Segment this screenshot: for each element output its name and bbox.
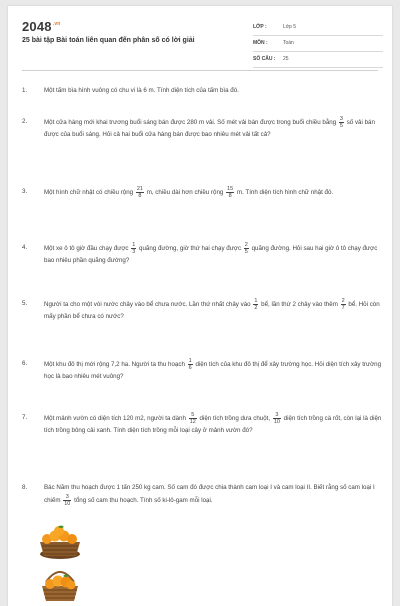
meta-label: LỚP : bbox=[253, 24, 267, 30]
fraction bbox=[131, 242, 136, 255]
meta-row-class bbox=[253, 20, 383, 36]
fraction bbox=[339, 116, 344, 129]
question-text bbox=[44, 298, 382, 323]
meta-label: SỐ CÂU : bbox=[253, 56, 276, 62]
fraction-numerator: 1 bbox=[254, 298, 258, 304]
header-divider bbox=[22, 70, 378, 71]
question-text-part: Bác Năm thu hoạch được 1 tấn 250 kg cam. Số cam đó được chia thành cam loại I và cam loại II. Biết rằng số cam loại I chiếm bbox=[44, 484, 375, 505]
fraction-denominator: 6 bbox=[188, 365, 192, 371]
meta-panel bbox=[253, 20, 383, 68]
question-text bbox=[44, 242, 382, 267]
question-number: 4. bbox=[22, 244, 28, 251]
question-number: 6. bbox=[22, 360, 28, 367]
fraction-denominator: 7 bbox=[341, 305, 345, 311]
orange-basket-image bbox=[38, 568, 82, 604]
fraction-numerator: 3 bbox=[339, 116, 343, 122]
meta-value: 25 bbox=[283, 56, 289, 62]
fraction-numerator: 3 bbox=[63, 494, 71, 501]
question-number: 7. bbox=[22, 414, 28, 421]
question-number: 3. bbox=[22, 188, 28, 195]
fraction bbox=[226, 186, 234, 199]
question-text bbox=[44, 85, 382, 97]
fraction-numerator: 15 bbox=[227, 186, 234, 192]
fraction-denominator: 8 bbox=[138, 193, 142, 199]
question-text-part: Một hình chữ nhật có chiều rộng bbox=[44, 189, 134, 197]
fraction-numerator: 1 bbox=[132, 242, 136, 248]
question-number: 8. bbox=[22, 484, 28, 491]
fraction-numerator: 5 bbox=[189, 412, 197, 419]
orange-basket-image bbox=[38, 524, 82, 560]
meta-value: Lớp 5 bbox=[283, 24, 297, 30]
fraction-denominator: 10 bbox=[273, 419, 280, 425]
fraction bbox=[273, 412, 281, 425]
question-text-part: Người ta cho một vòi nước chảy vào bể chưa nước. Lần thứ nhất chảy vào bbox=[44, 301, 251, 309]
question-text-part: diện tích trồng cà rốt, còn lại là diện tích trồng bông cải xanh. Tính diện tích trồng mỗi loại cây ở mảnh vườn đó? bbox=[44, 415, 382, 435]
fraction-numerator: 21 bbox=[136, 186, 143, 192]
fraction bbox=[189, 412, 197, 425]
question-text-part: Một cửa hàng mới khai trương buổi sáng bán được 280 m vải. Số mét vải bán được trong buổi chiều bằng bbox=[44, 119, 337, 127]
fraction bbox=[136, 186, 144, 199]
question-text-part: m, chiều dài hơn chiều rộng bbox=[146, 189, 224, 197]
meta-label: MÔN : bbox=[253, 40, 268, 46]
question-text-part: Một mảnh vườn có diện tích 120 m2, người ta dành bbox=[44, 415, 186, 423]
question-text-part: tổng số cam thu hoạch. Tính số ki-lô-gam mỗi loại. bbox=[74, 497, 213, 505]
question-number: 5. bbox=[22, 300, 28, 307]
brand-suffix: .vn bbox=[52, 21, 61, 27]
fraction-numerator: 2 bbox=[341, 298, 345, 304]
question-text bbox=[44, 116, 382, 141]
fraction-denominator: 8 bbox=[228, 193, 232, 199]
fraction bbox=[188, 358, 193, 371]
fraction-numerator: 2 bbox=[244, 242, 248, 248]
fraction bbox=[244, 242, 249, 255]
fraction bbox=[63, 494, 71, 507]
fraction-denominator: 10 bbox=[64, 501, 71, 507]
question-text-part: quãng đường, giờ thứ hai chạy được bbox=[139, 245, 242, 253]
page-title: 25 bài tập Bài toán liên quan đến phân số có lời giải bbox=[22, 37, 195, 44]
question-text bbox=[44, 358, 382, 383]
fraction bbox=[341, 298, 346, 311]
fraction-numerator: 3 bbox=[273, 412, 281, 419]
question-text-part: m. Tính diện tích hình chữ nhật đó. bbox=[236, 189, 334, 197]
question-text-part: bể. Hỏi còn mấy phần bể chưa có nước? bbox=[44, 301, 380, 321]
question-text-part: Một xe ô tô giờ đầu chạy được bbox=[44, 245, 129, 253]
fraction-denominator: 12 bbox=[189, 419, 196, 425]
worksheet-page bbox=[8, 6, 392, 606]
question-number: 1. bbox=[22, 87, 28, 94]
meta-row-count bbox=[253, 52, 383, 68]
question-text-part: diện tích trồng dưa chuột, bbox=[199, 415, 271, 423]
question-text bbox=[44, 186, 382, 199]
question-text-part: Một tấm bìa hình vuông có chu vi là 6 m. Tính diện tích của tấm bìa đó. bbox=[44, 87, 239, 94]
question-text-part: quãng đường. Hỏi sau hai giờ ô tô chạy được bao nhiêu phần quãng đường? bbox=[44, 245, 378, 265]
fraction bbox=[253, 298, 258, 311]
question-text-part: diện tích của khu đô thị để xây trường học. Hỏi diện tích xây trường học là bao nhiêu mét vuông? bbox=[44, 361, 382, 381]
fraction-denominator: 3 bbox=[132, 249, 136, 255]
question-text bbox=[44, 482, 382, 507]
fraction-denominator: 2 bbox=[254, 305, 258, 311]
brand-logo bbox=[22, 19, 61, 34]
meta-row-subject bbox=[253, 36, 383, 52]
fraction-numerator: 1 bbox=[188, 358, 192, 364]
question-text-part: số vải bán được của buổi sáng. Hỏi cả hai buổi cửa hàng bán được bao nhiêu mét vải tất cả? bbox=[44, 119, 375, 139]
fraction-denominator: 5 bbox=[244, 249, 248, 255]
question-text bbox=[44, 412, 382, 437]
question-number: 2. bbox=[22, 118, 28, 125]
fraction-denominator: 5 bbox=[339, 123, 343, 129]
brand-name: 2048 bbox=[22, 19, 52, 34]
question-text-part: Một khu đô thị mới rộng 7,2 ha. Người ta thu hoạch bbox=[44, 361, 185, 369]
meta-value: Toán bbox=[283, 40, 294, 46]
question-text-part: bể, lần thứ 2 chảy vào thêm bbox=[261, 301, 338, 309]
